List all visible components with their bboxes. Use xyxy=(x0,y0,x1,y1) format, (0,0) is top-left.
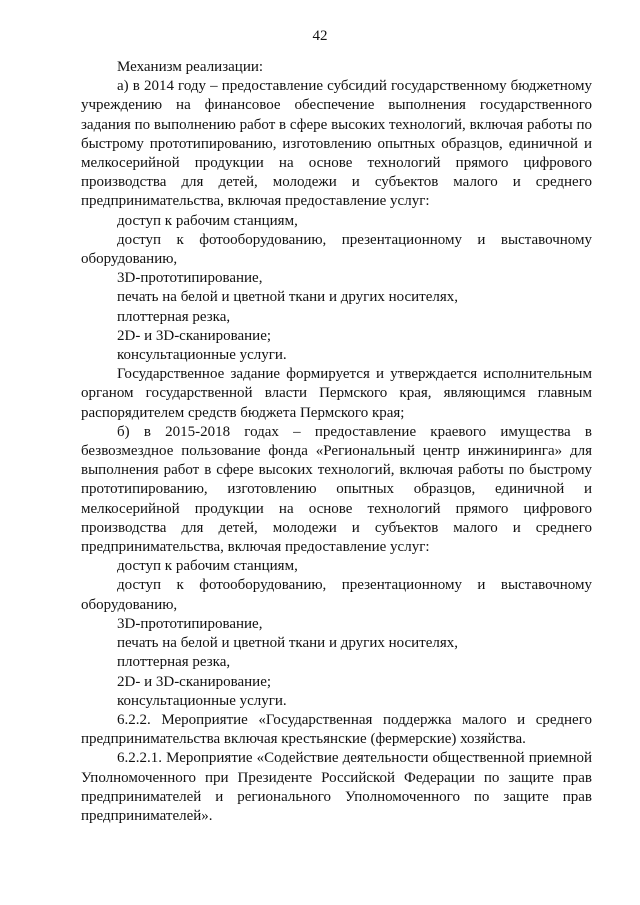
paragraph-b: б) в 2015-2018 годах – предоставление краевого имущества в безвозмездное пользование фонда «Региональный центр инжиниринга» для выполнения работ в сфере высоких технологий, включая работы по быстрому прототипированию, изготовлению опытных образцов, единичной и мелкосерийной продукции на основе технологий прямого цифрового производства для детей, молодежи и субъектов малого и среднего предпринимательства, включая предоставление услуг: xyxy=(81,423,592,556)
service-item: доступ к рабочим станциям, xyxy=(117,558,298,575)
service-item: 3D-прототипирование, xyxy=(117,270,263,287)
measure-6-2-2-1: 6.2.2.1. Мероприятие «Содействие деятельности общественной приемной Уполномоченного при Президенте Российской Федерации по защите прав предпринимателей и регионального Уполномоченного по защите прав предпринимателей». xyxy=(81,750,592,824)
page-number: 42 xyxy=(312,28,328,44)
services-list-a xyxy=(81,212,592,366)
services-list-b xyxy=(81,557,592,711)
section-heading: Механизм реализации: xyxy=(117,59,264,75)
service-item: печать на белой и цветной ткани и других носителях, xyxy=(117,289,459,306)
measure-6-2-2: 6.2.2. Мероприятие «Государственная поддержка малого и среднего предпринимательства включая крестьянские (фермерские) хозяйства. xyxy=(81,711,592,748)
service-item: доступ к фотооборудованию, презентационному и выставочному оборудованию, xyxy=(81,577,592,613)
paragraph-a: а) в 2014 году – предоставление субсидий государственному бюджетному учреждению на финансовое обеспечение выполнения государственного задания по выполнению работ в сфере высоких технологий, включая работы по быстрому прототипированию, изготовлению опытных образцов, единичной и мелкосерийной продукции на основе технологий прямого цифрового производства для детей, молодежи и субъектов малого и среднего предпринимательства, включая предоставление услуг: xyxy=(81,78,592,210)
service-item: консультационные услуги. xyxy=(117,692,287,709)
service-item: 2D- и 3D-сканирование; xyxy=(117,327,272,344)
service-item: плоттерная резка, xyxy=(117,308,231,325)
state-task-paragraph: Государственное задание формируется и утверждается исполнительным органом государственной власти Пермского края, являющимся главным распорядителем средств бюджета Пермского края; xyxy=(81,366,592,421)
service-item: 2D- и 3D-сканирование; xyxy=(117,673,272,690)
service-item: 3D-прототипирование, xyxy=(117,615,263,632)
service-item: доступ к рабочим станциям, xyxy=(117,212,298,229)
service-item: печать на белой и цветной ткани и других носителях, xyxy=(117,635,459,652)
service-item: консультационные услуги. xyxy=(117,347,287,364)
service-item: плоттерная резка, xyxy=(117,654,231,671)
document-body xyxy=(81,58,592,826)
service-item: доступ к фотооборудованию, презентационному и выставочному оборудованию, xyxy=(81,231,592,268)
